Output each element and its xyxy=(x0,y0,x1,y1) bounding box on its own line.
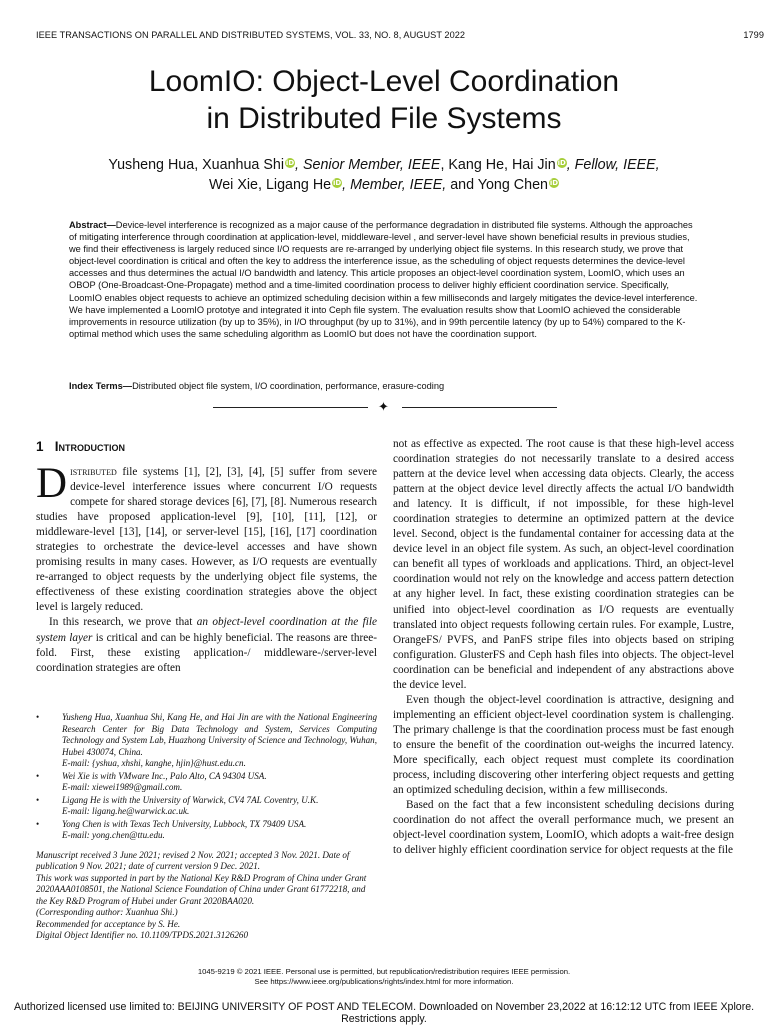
copyright-line-1: 1045-9219 © 2021 IEEE. Personal use is permitted, but republication/redistribution requires IEEE permission. xyxy=(197,967,571,976)
author-names-4: and Yong Chen xyxy=(446,177,548,193)
affiliation-note-1 xyxy=(36,712,377,770)
bullet-icon: • xyxy=(36,818,40,829)
first-word-rest: istributed xyxy=(70,466,117,478)
orcid-icon[interactable]: iD xyxy=(549,179,559,187)
orcid-icon[interactable]: iD xyxy=(285,159,295,167)
running-header xyxy=(36,30,764,40)
paragraph-1-text: file systems [1], [2], [3], [4], [5] suffer from severe device-level interference issues where concurrent I/O requests compete for shared storage devices [6], [7], [8]. Numerous research studies have proposed application-level [9], [10], [11], [12], or middleware-level [13], [14], or server-level [15], [16], [17] coordination strategies to orchestrate the device-level accesses and have shown promising results in many cases. However, as I/O requests are eventually re-arranged to object requests by the underlying object file systems, the effectiveness of these existing coordination strategies above the object level is largely reduced. xyxy=(36,466,377,614)
intro-paragraph-3: not as effective as expected. The root cause is that these high-level access coordination strategies do not necessarily translate to a desired access pattern at the device level when accessing data objects. Clearly, the access pattern at the object device level directly affects the actual I/O bandwidth and latency. It is difficult, if not impossible, for these high-level coordination strategies to determine an optimized pattern at the device level. Second, object is the fundamental container for accessing data at the device level in an object file system. As such, an object-level coordination can benefit all types of workloads and applications. Third, an object-level coordination would not rely on the knowledge and access pattern detection at any higher level. In fact, these existing coordination strategies can be unified into object-level coordination as I/O requests are eventually translated into object requests following certain rules. For example, Lustre, OrangeFS/ PVFS, and PanFS stripe files into objects based on striping configuration. GlusterFS and Ceph hash files into objects. The object-level coordination can be beneficial and independent of any abstractions above the device level. xyxy=(393,438,734,691)
funding-note: This work was supported in part by the National Key R&D Program of China under Grant 2020AAA0108501, the National Science Foundation of China under Grant 61772218, and the Key R&D Program of Hubei under Grant 2020BAA020. xyxy=(36,872,367,906)
orcid-icon[interactable]: iD xyxy=(557,159,566,167)
footnotes xyxy=(36,712,377,942)
affiliation-note-4 xyxy=(36,819,377,842)
corresponding-author: (Corresponding author: Xuanhua Shi.) xyxy=(36,907,178,917)
affiliation-email: E-mail: xiewei1989@gmail.com. xyxy=(62,782,183,792)
intro-paragraph-4: Even though the object-level coordination is attractive, designing and implementing an efficient object-level coordination system is challenging. The primary challenge is that the coordination process must be fast enough to ensure the benefit of the coordination out-weighs the incurred latency. More specifically, each object request must complete its coordination process, including discovering other interfering object requests and getting an optimized scheduling decision, within a few milliseconds. xyxy=(393,693,734,797)
doi-note: Digital Object Identifier no. 10.1109/TPDS.2021.3126260 xyxy=(36,930,249,940)
author-line-1 xyxy=(20,155,748,175)
intro-paragraph-5: Based on the fact that a few inconsistent scheduling decisions during coordination do not affect the overall performance much, we present an object-level coordination system, LoomIO, which adopts a wait-free design to deliver highly efficient coordination service for object requests at the file xyxy=(393,799,734,857)
intro-paragraph-2 xyxy=(36,615,377,675)
separator-diamond-icon: ✦ xyxy=(378,399,389,414)
index-terms-text: Distributed object file system, I/O coordination, performance, erasure-coding xyxy=(132,381,445,391)
section-number: 1 xyxy=(36,439,44,454)
paragraph-2-start: In this research, we prove that xyxy=(49,616,197,629)
author-line-2 xyxy=(20,175,748,195)
bullet-icon: • xyxy=(36,712,40,722)
bullet-icon: • xyxy=(36,770,40,781)
orcid-icon[interactable]: iD xyxy=(333,179,342,187)
abstract-label: Abstract— xyxy=(69,220,116,230)
affiliation-email: E-mail: ligang.he@warwick.ac.uk. xyxy=(62,806,190,816)
affiliation-note-2 xyxy=(36,771,377,794)
author-list xyxy=(20,155,748,195)
copyright-line-2[interactable]: See ht​tps://www.ieee.org/publications/rights/index.html for more information. xyxy=(254,977,514,986)
author-names-3: Wei Xie, Ligang He xyxy=(209,177,332,193)
author-role-3: , Member, IEEE, xyxy=(342,177,447,193)
journal-name: IEEE TRANSACTIONS ON PARALLEL AND DISTRIBUTED SYSTEMS, VOL. 33, NO. 8, AUGUST 2022 xyxy=(36,30,466,40)
paragraph-2-end: is critical and can be highly beneficial. The reasons are three-fold. First, these existing application-/ middleware-/server-level coordination strategies are often xyxy=(36,631,378,674)
index-terms xyxy=(69,380,699,392)
section-title: Introduction xyxy=(54,439,126,454)
affiliation-text: Yusheng Hua, Xuanhua Shi, Kang He, and Hai Jin are with the National Engineering Research Center for Big Data Technology and System, Services Computing Technology and System Lab, Huazhong University of Science and Technology, Wuhan, Hubei 430074, China. xyxy=(62,712,377,757)
recommended-by: Recommended for acceptance by S. He. xyxy=(36,918,181,929)
drop-cap: D xyxy=(36,460,68,507)
manuscript-dates: Manuscript received 3 June 2021; revised 2 Nov. 2021; accepted 3 Nov. 2021. Date of publication 9 Nov. 2021; date of current version 9 Dec. 2021. xyxy=(36,849,350,871)
abstract-text: Device-level interference is recognized as a major cause of the performance degradation in distributed file systems. Although the approaches of mitigating interference through coordination at application-level, middleware-level , and server-level have shown beneficial results in previous studies, we find their effectiveness is largely reduced since I/O requests are re-arranged by underlying object file systems. In this research study, we prove that object-level coordination is critical and often the key to address the interference issue, as the scheduling of object requests determines the device-level accesses and thus determines the actual I/O bandwidth and latency. This article proposes an object-level coordination system, LoomIO, which uses an OBOP (One-Broadcast-One-Propagate) method and a time-limited coordination process to deliver highly efficient coordination service. Specifically, LoomIO enables object requests to achieve an optimized scheduling decision within a few milliseconds and largely mitigates the device-level interference. We have implemented a LoomIO prototye and integrated it into Ceph file system. The evaluation results show that LoomIO achieved the considerable improvements in resource utilization (by up to 35%), in I/O throughput (by up to 31%), and in 99th percentile latency (by up to 54%) compared to the K-optimal method which uses the same scheduling algorithm as LoomIO but does not have the coordination support. xyxy=(69,220,698,339)
author-role-1: , Senior Member, IEEE xyxy=(295,157,441,173)
author-names-2: , Kang He, Hai Jin xyxy=(440,157,556,173)
bullet-icon: • xyxy=(36,794,40,805)
intro-paragraph-1 xyxy=(36,460,377,615)
index-terms-label: Index Terms— xyxy=(69,381,133,391)
author-role-2: , Fellow, IEEE, xyxy=(566,157,660,173)
title-line-2: in Distributed File Systems xyxy=(206,102,562,135)
right-column xyxy=(393,437,734,858)
section-heading xyxy=(36,437,377,457)
affiliation-text: Wei Xie is with VMware Inc., Palo Alto, CA 94304 USA. xyxy=(62,770,267,781)
title-line-1: LoomIO: Object-Level Coordination xyxy=(148,65,620,98)
page-number: 1799 xyxy=(743,30,764,40)
left-column xyxy=(36,437,377,676)
separator-rule-left xyxy=(213,407,368,408)
copyright-notice xyxy=(0,967,768,987)
paragraph-2-emphasis: an object-level coordination at the file system layer xyxy=(36,616,377,644)
authorized-use-notice: Authorized licensed use limited to: BEIJING UNIVERSITY OF POST AND TELECOM. Downloaded on November 23,2022 at 16:12:12 UTC from IEEE Xplore. Restrictions apply. xyxy=(13,1001,755,1025)
author-names-1: Yusheng Hua, Xuanhua Shi xyxy=(108,157,285,173)
affiliation-text: Yong Chen is with Texas Tech University, Lubbock, TX 79409 USA. xyxy=(62,818,307,829)
abstract xyxy=(69,219,699,340)
affiliation-email: E-mail: {yshua, xhshi, kanghe, hjin}@hust.edu.cn. xyxy=(62,758,246,768)
separator-rule-right xyxy=(402,407,557,408)
paper-title xyxy=(0,63,768,137)
affiliation-email: E-mail: yong.chen@ttu.edu. xyxy=(62,830,165,840)
affiliation-text: Ligang He is with the University of Warwick, CV4 7AL Coventry, U.K. xyxy=(62,794,319,805)
affiliation-note-3 xyxy=(36,795,377,818)
